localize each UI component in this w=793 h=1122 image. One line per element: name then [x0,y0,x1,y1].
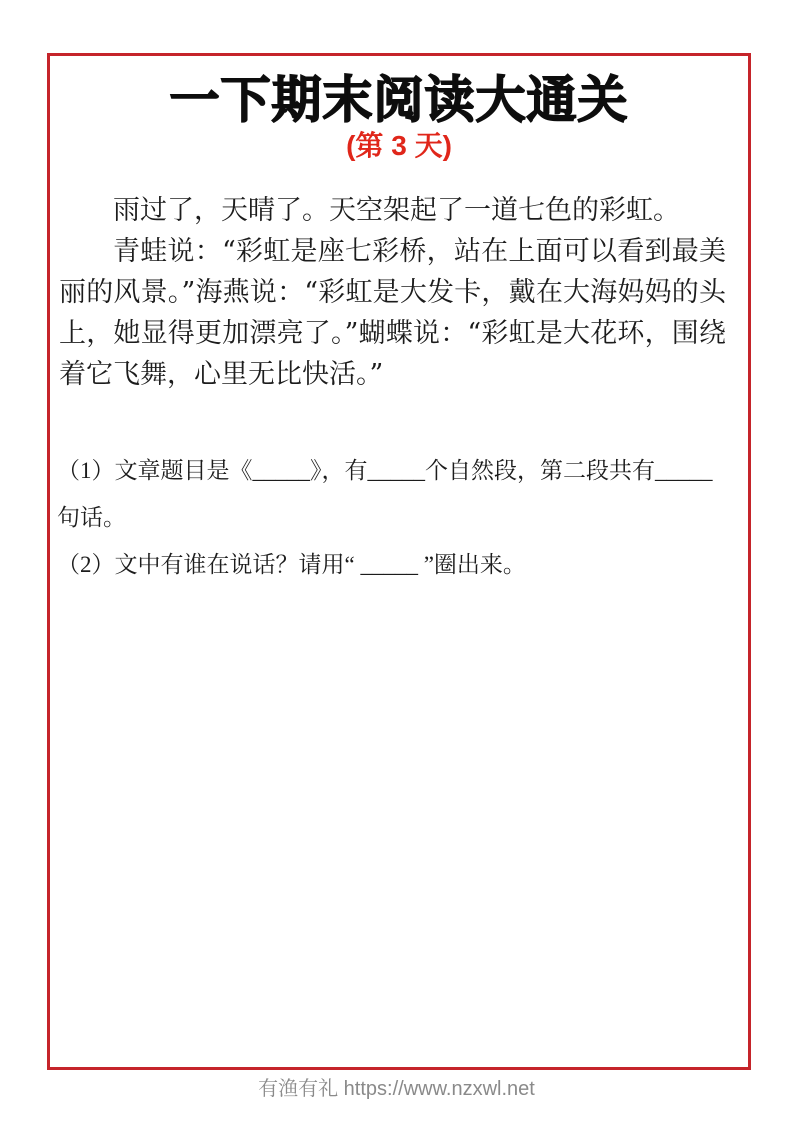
passage-paragraph-2: 青蛙说：“彩虹是座七彩桥，站在上面可以看到最美丽的风景。”海燕说：“彩虹是大发卡，戴在大海妈妈的头上，她显得更加漂亮了。”蝴蝶说：“彩虹是大花环，围绕着它飞舞，心里无比快活。” [59,236,726,390]
footer-watermark: 有渔有礼 https://www.nzxwl.net [258,1078,535,1100]
reading-passage [50,190,748,395]
question-1: （1）文章题目是《_____》，有_____个自然段，第二段共有_____句话。 [57,458,713,530]
worksheet-day-subtitle: (第 3 天) [346,130,452,161]
question-2: （2）文中有谁在说话？请用“ _____ ”圈出来。 [57,552,526,577]
worksheet-title: 一下期末阅读大通关 [169,72,629,128]
passage-paragraph-1: 雨过了，天晴了。天空架起了一道七色的彩虹。 [113,195,680,226]
questions-section [50,447,748,588]
red-page-border [47,53,751,1070]
